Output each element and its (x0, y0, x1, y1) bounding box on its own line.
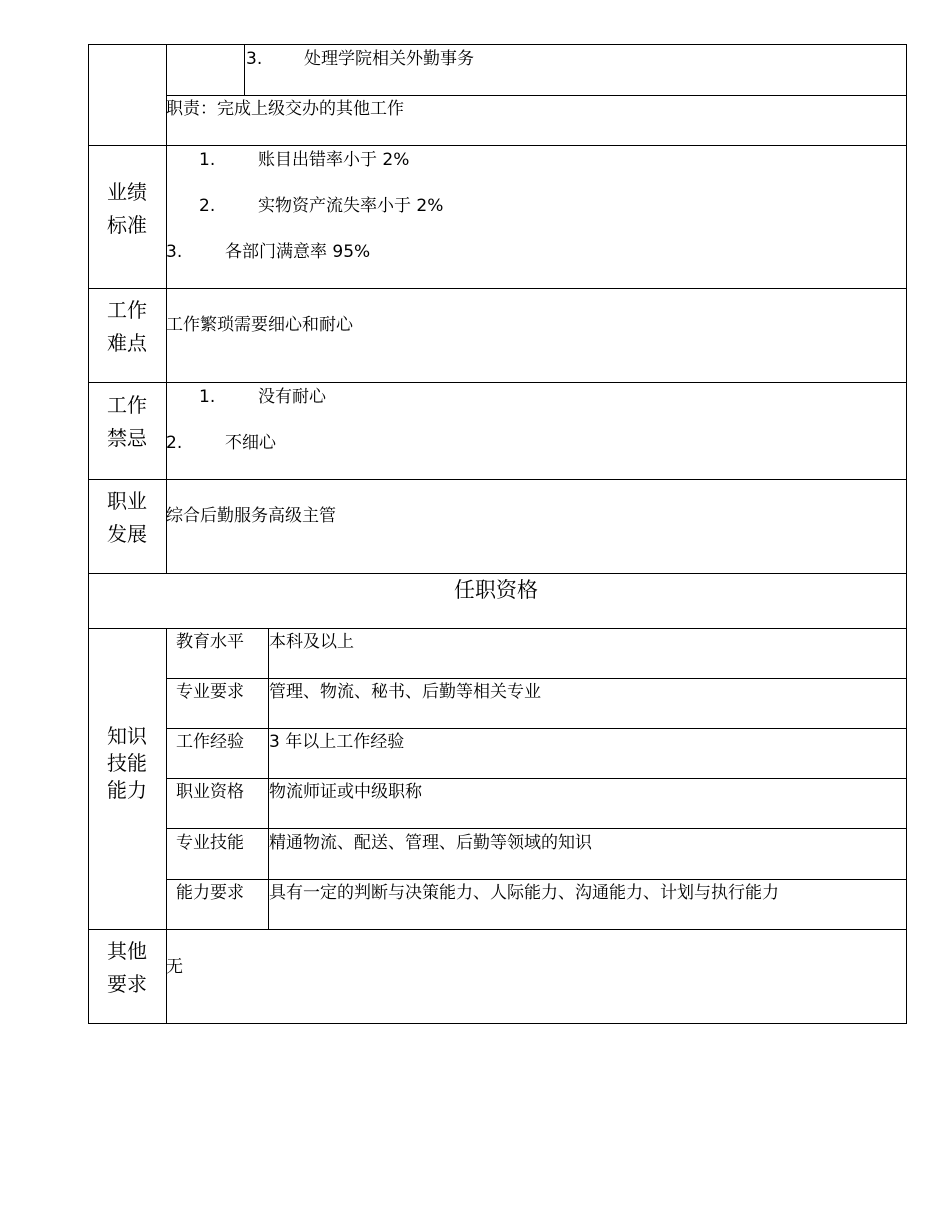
label-line: 标准 (107, 213, 147, 237)
list-text: 不细心 (225, 433, 276, 453)
qualification-value: 精通物流、配送、管理、后勤等领域的知识 (269, 833, 592, 853)
qualification-label (88, 723, 166, 804)
list-number: 3. (166, 242, 183, 262)
other-text: 无 (166, 957, 183, 977)
list-text: 账目出错率小于 2% (258, 150, 410, 170)
label-line: 技能 (107, 751, 147, 775)
label-line: 业绩 (107, 180, 147, 204)
career-text: 综合后勤服务高级主管 (166, 506, 336, 526)
performance-item (199, 150, 409, 170)
row-border (88, 1023, 907, 1024)
row-border (88, 479, 907, 480)
list-number: 1. (199, 387, 216, 407)
qualification-key: 职业资格 (176, 782, 244, 802)
qualification-key: 专业技能 (176, 833, 244, 853)
row-border (88, 145, 907, 146)
label-line: 禁忌 (107, 426, 147, 450)
qualification-key: 教育水平 (176, 632, 244, 652)
label-line: 知识 (107, 724, 147, 748)
row-border (166, 678, 907, 679)
list-number: 2. (199, 196, 216, 216)
label-line: 要求 (107, 972, 147, 996)
qualification-key: 能力要求 (176, 883, 244, 903)
list-number: 2. (166, 433, 183, 453)
row-border (88, 382, 907, 383)
performance-item (199, 196, 443, 216)
label-line: 工作 (107, 393, 147, 417)
label-line: 难点 (107, 331, 147, 355)
list-text: 各部门满意率 95% (225, 242, 371, 262)
row-border (88, 929, 907, 930)
list-text: 实物资产流失率小于 2% (258, 196, 444, 216)
qualification-key: 专业要求 (176, 682, 244, 702)
label-line: 职业 (107, 489, 147, 513)
performance-item (166, 242, 370, 262)
row-border (88, 573, 907, 574)
other-label (88, 935, 166, 1001)
duty-item-3 (246, 49, 474, 69)
qualification-value: 3 年以上工作经验 (269, 732, 405, 752)
label-line: 能力 (107, 778, 147, 802)
label-line: 其他 (107, 939, 147, 963)
list-number: 3. (246, 49, 263, 69)
row-border (166, 828, 907, 829)
qualification-value: 管理、物流、秘书、后勤等相关专业 (269, 682, 541, 702)
taboo-label (88, 389, 166, 455)
qualification-key: 工作经验 (176, 732, 244, 752)
qualification-value: 本科及以上 (269, 632, 354, 652)
row-border (88, 44, 907, 45)
col-border (244, 44, 245, 95)
row-border (166, 728, 907, 729)
list-text: 没有耐心 (258, 387, 326, 407)
qualification-value: 物流师证或中级职称 (269, 782, 422, 802)
col-border (906, 44, 907, 1024)
list-text: 处理学院相关外勤事务 (304, 49, 474, 69)
row-border (166, 879, 907, 880)
taboo-item (199, 387, 326, 407)
qualification-heading: 任职资格 (454, 578, 538, 602)
row-border (166, 95, 907, 96)
duty-text: 职责：完成上级交办的其他工作 (166, 99, 404, 119)
row-border (88, 288, 907, 289)
qualification-value: 具有一定的判断与决策能力、人际能力、沟通能力、计划与执行能力 (269, 883, 779, 903)
row-border (88, 628, 907, 629)
difficulty-text: 工作繁琐需要细心和耐心 (166, 315, 353, 335)
performance-label (88, 176, 166, 242)
label-line: 发展 (107, 522, 147, 546)
taboo-item (166, 433, 276, 453)
difficulty-label (88, 294, 166, 360)
label-line: 工作 (107, 298, 147, 322)
career-label (88, 485, 166, 551)
list-number: 1. (199, 150, 216, 170)
row-border (166, 778, 907, 779)
col-border (166, 44, 167, 574)
